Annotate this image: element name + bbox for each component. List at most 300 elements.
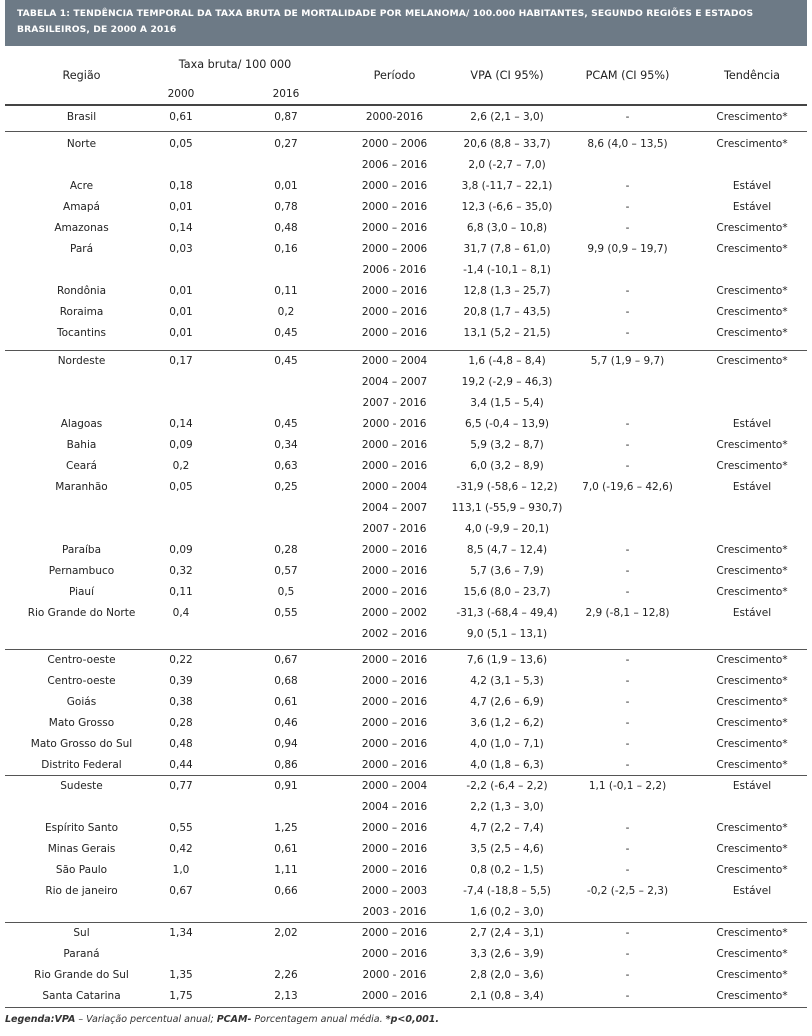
cell-pcam: - [625, 822, 630, 834]
cell-vpa: 9,0 (5,1 – 13,1) [466, 628, 548, 640]
cell-y2016: 0,61 [274, 843, 298, 855]
cell-periodo: 2003 - 2016 [362, 906, 427, 918]
cell-pcam: - [625, 843, 630, 855]
cell-pcam: 8,6 (4,0 – 13,5) [587, 138, 668, 150]
cell-tendencia: Crescimento* [716, 138, 788, 150]
cell-regiao: Rio de janeiro [45, 885, 118, 897]
cell-periodo: 2000 – 2016 [361, 654, 428, 666]
cell-tendencia: Crescimento* [716, 822, 788, 834]
cell-tendencia: Crescimento* [716, 654, 788, 666]
cell-tendencia: Crescimento* [716, 327, 788, 339]
cell-regiao: Bahia [66, 439, 97, 451]
cell-y2000: 0,2 [172, 460, 190, 472]
table-row [5, 692, 807, 713]
table-row [5, 281, 807, 302]
table-row [5, 671, 807, 692]
cell-y2000: 0,03 [169, 243, 193, 255]
table-row [5, 519, 807, 540]
header-vpa: VPA (CI 95%) [470, 69, 544, 82]
cell-pcam: 2,9 (-8,1 – 12,8) [585, 607, 670, 619]
cell-y2016: 0,28 [274, 544, 298, 556]
cell-pcam: - [625, 327, 630, 339]
cell-periodo: 2000 – 2016 [361, 586, 428, 598]
table-row [5, 624, 807, 645]
header-taxa: Taxa bruta/ 100 000 [178, 58, 292, 71]
cell-pcam: - [625, 565, 630, 577]
cell-periodo: 2007 - 2016 [362, 523, 427, 535]
cell-vpa: 4,7 (2,6 – 6,9) [470, 696, 544, 708]
table-row [5, 477, 807, 498]
table-row [5, 414, 807, 435]
cell-y2016: 0,01 [274, 180, 298, 192]
cell-vpa: -31,9 (-58,6 – 12,2) [456, 481, 558, 493]
legend-vpa-abbr: VPA [54, 1014, 76, 1025]
cell-periodo: 2006 - 2016 [362, 264, 427, 276]
table-row [5, 239, 807, 260]
cell-tendencia: Crescimento* [716, 990, 788, 1002]
cell-y2016: 2,02 [274, 927, 298, 939]
cell-regiao: Brasil [66, 111, 97, 123]
cell-y2000: 0,61 [169, 111, 193, 123]
cell-pcam: - [625, 696, 630, 708]
cell-y2016: 0,63 [274, 460, 298, 472]
cell-vpa: 12,3 (-6,6 – 35,0) [461, 201, 553, 213]
cell-vpa: 1,6 (-4,8 – 8,4) [468, 355, 546, 367]
cell-y2000: 1,0 [172, 864, 190, 876]
cell-periodo: 2002 – 2016 [361, 628, 428, 640]
cell-periodo: 2000 – 2016 [361, 990, 428, 1002]
table-legend [5, 1014, 439, 1025]
cell-periodo: 2000 – 2016 [361, 544, 428, 556]
cell-y2000: 0,17 [169, 355, 193, 367]
cell-regiao: Paraíba [61, 544, 102, 556]
cell-pcam: - [625, 990, 630, 1002]
table-row [5, 351, 807, 372]
cell-periodo: 2000 – 2002 [361, 607, 428, 619]
cell-y2016: 0,5 [277, 586, 295, 598]
cell-regiao: Pernambuco [48, 565, 115, 577]
cell-vpa: -2,2 (-6,4 – 2,2) [466, 780, 548, 792]
cell-pcam: - [625, 201, 630, 213]
cell-periodo: 2000 – 2003 [361, 885, 428, 897]
cell-vpa: 6,8 (3,0 – 10,8) [466, 222, 548, 234]
cell-y2000: 0,09 [169, 439, 193, 451]
cell-regiao: Rondônia [57, 285, 106, 297]
cell-pcam: - [625, 675, 630, 687]
table-row [5, 818, 807, 839]
table-row [5, 393, 807, 414]
cell-pcam: - [625, 969, 630, 981]
cell-periodo: 2000 – 2016 [361, 201, 428, 213]
cell-y2016: 0,16 [274, 243, 298, 255]
cell-y2000: 0,42 [169, 843, 193, 855]
cell-regiao: Sul [73, 927, 90, 939]
cell-vpa: 4,0 (1,0 – 7,1) [470, 738, 544, 750]
cell-periodo: 2000 – 2016 [361, 285, 428, 297]
table-row [5, 755, 807, 776]
cell-pcam: - [625, 285, 630, 297]
cell-y2000: 0,14 [169, 222, 193, 234]
cell-regiao: Santa Catarina [42, 990, 121, 1002]
cell-periodo: 2000 – 2004 [361, 355, 428, 367]
cell-y2016: 0,34 [274, 439, 298, 451]
header-year-2016: 2016 [272, 88, 300, 100]
cell-periodo: 2000 – 2016 [361, 696, 428, 708]
cell-periodo: 2000 – 2016 [361, 864, 428, 876]
cell-periodo: 2004 – 2007 [361, 502, 428, 514]
cell-vpa: 13,1 (5,2 – 21,5) [463, 327, 551, 339]
legend-pcam-abbr: PCAM- [216, 1014, 252, 1025]
cell-y2016: 0,86 [274, 759, 298, 771]
cell-pcam: - [625, 654, 630, 666]
cell-vpa: 4,7 (2,2 – 7,4) [470, 822, 544, 834]
cell-y2000: 0,11 [169, 586, 193, 598]
cell-y2016: 0,55 [274, 607, 298, 619]
table-row [5, 176, 807, 197]
legend-significance: *p<0,001. [385, 1014, 440, 1025]
cell-vpa: 2,1 (0,8 – 3,4) [470, 990, 544, 1002]
cell-y2000: 0,01 [169, 201, 193, 213]
cell-vpa: 7,6 (1,9 – 13,6) [466, 654, 548, 666]
cell-periodo: 2000 – 2016 [361, 222, 428, 234]
cell-vpa: 3,8 (-11,7 – 22,1) [461, 180, 553, 192]
cell-tendencia: Crescimento* [716, 717, 788, 729]
cell-periodo: 2004 – 2007 [361, 376, 428, 388]
cell-tendencia: Crescimento* [716, 969, 788, 981]
cell-y2016: 0,87 [274, 111, 298, 123]
cell-pcam: - [625, 927, 630, 939]
cell-y2016: 0,2 [277, 306, 295, 318]
cell-tendencia: Crescimento* [716, 285, 788, 297]
cell-pcam: - [625, 439, 630, 451]
cell-pcam: 7,0 (-19,6 – 42,6) [582, 481, 673, 493]
cell-regiao: Tocantins [56, 327, 107, 339]
cell-regiao: São Paulo [55, 864, 108, 876]
cell-pcam: - [625, 111, 630, 123]
cell-vpa: 2,6 (2,1 – 3,0) [470, 111, 544, 123]
cell-y2000: 0,67 [169, 885, 193, 897]
table-bottom-rule [5, 1007, 807, 1008]
cell-y2016: 0,66 [274, 885, 298, 897]
cell-pcam: - [625, 948, 630, 960]
cell-regiao: Minas Gerais [47, 843, 116, 855]
cell-vpa: -1,4 (-10,1 – 8,1) [463, 264, 551, 276]
cell-tendencia: Crescimento* [716, 111, 788, 123]
cell-regiao: Ceará [66, 460, 97, 472]
cell-pcam: - [625, 738, 630, 750]
cell-vpa: 3,6 (1,2 – 6,2) [470, 717, 544, 729]
legend-pcam-text: Porcentagem anual média. [251, 1014, 386, 1025]
table-row [5, 582, 807, 603]
header-periodo: Período [373, 69, 416, 82]
header-regiao: Região [62, 69, 101, 82]
cell-y2016: 0,67 [274, 654, 298, 666]
cell-tendencia: Crescimento* [716, 927, 788, 939]
cell-pcam: - [625, 759, 630, 771]
cell-tendencia: Crescimento* [716, 544, 788, 556]
table-row [5, 197, 807, 218]
cell-y2000: 0,32 [169, 565, 193, 577]
table-caption: TABELA 1: TENDÊNCIA TEMPORAL DA TAXA BRUTA DE MORTALIDADE POR MELANOMA/ 100.000 HABITANTES, SEGUNDO REGIÕES E ESTADOS BRASILEIROS, DE 2000 A 2016 [5, 0, 807, 46]
cell-tendencia: Estável [732, 418, 772, 430]
cell-periodo: 2000 – 2006 [361, 243, 428, 255]
cell-pcam: - [625, 222, 630, 234]
cell-regiao: Maranhão [55, 481, 108, 493]
cell-y2000: 0,14 [169, 418, 193, 430]
cell-vpa: 3,5 (2,5 – 4,6) [470, 843, 544, 855]
cell-vpa: -7,4 (-18,8 – 5,5) [463, 885, 551, 897]
header-pcam: PCAM (CI 95%) [585, 69, 670, 82]
cell-periodo: 2000 – 2006 [361, 138, 428, 150]
cell-tendencia: Crescimento* [716, 439, 788, 451]
cell-y2016: 0,91 [274, 780, 298, 792]
cell-periodo: 2000 – 2016 [361, 927, 428, 939]
table-row [5, 713, 807, 734]
cell-y2016: 0,27 [274, 138, 298, 150]
cell-tendencia: Crescimento* [716, 696, 788, 708]
table-row [5, 155, 807, 176]
cell-regiao: Distrito Federal [41, 759, 122, 771]
cell-tendencia: Crescimento* [716, 355, 788, 367]
cell-periodo: 2000 – 2016 [361, 675, 428, 687]
table-row [5, 986, 807, 1007]
cell-y2000: 0,4 [172, 607, 190, 619]
cell-y2000: 0,55 [169, 822, 193, 834]
cell-tendencia: Crescimento* [716, 565, 788, 577]
table-row [5, 540, 807, 561]
cell-tendencia: Estável [732, 607, 772, 619]
cell-y2016: 2,26 [274, 969, 298, 981]
cell-periodo: 2000 – 2016 [361, 948, 428, 960]
cell-y2000: 0,05 [169, 138, 193, 150]
table-row [5, 260, 807, 281]
cell-regiao: Rio Grande do Norte [27, 607, 136, 619]
cell-tendencia: Crescimento* [716, 243, 788, 255]
cell-vpa: 2,0 (-2,7 – 7,0) [468, 159, 546, 171]
table-row [5, 923, 807, 944]
table-row [5, 881, 807, 902]
table-row [5, 797, 807, 818]
cell-y2000: 0,18 [169, 180, 193, 192]
header-tendencia: Tendência [723, 69, 781, 82]
table-row [5, 323, 807, 344]
table-row [5, 965, 807, 986]
cell-periodo: 2000 – 2016 [361, 460, 428, 472]
cell-y2016: 0,46 [274, 717, 298, 729]
cell-y2000: 0,77 [169, 780, 193, 792]
cell-periodo: 2000 – 2016 [361, 327, 428, 339]
cell-tendencia: Crescimento* [716, 586, 788, 598]
cell-y2016: 1,11 [274, 864, 298, 876]
cell-tendencia: Crescimento* [716, 864, 788, 876]
cell-pcam: - [625, 418, 630, 430]
cell-y2016: 0,45 [274, 327, 298, 339]
cell-y2016: 0,78 [274, 201, 298, 213]
cell-vpa: 4,2 (3,1 – 5,3) [470, 675, 544, 687]
cell-periodo: 2000 – 2016 [361, 738, 428, 750]
cell-tendencia: Crescimento* [716, 306, 788, 318]
cell-tendencia: Crescimento* [716, 222, 788, 234]
cell-y2000: 1,75 [169, 990, 193, 1002]
cell-vpa: 5,7 (3,6 – 7,9) [470, 565, 544, 577]
cell-pcam: - [625, 586, 630, 598]
legend-label: Legenda: [5, 1014, 55, 1025]
cell-periodo: 2006 – 2016 [361, 159, 428, 171]
cell-tendencia: Estável [732, 481, 772, 493]
cell-tendencia: Crescimento* [716, 843, 788, 855]
cell-vpa: 4,0 (1,8 – 6,3) [470, 759, 544, 771]
cell-pcam: 1,1 (-0,1 – 2,2) [588, 780, 667, 792]
table-row [5, 561, 807, 582]
cell-pcam: 9,9 (0,9 – 19,7) [587, 243, 668, 255]
cell-vpa: 3,4 (1,5 – 5,4) [470, 397, 544, 409]
table-row [5, 860, 807, 881]
cell-y2016: 0,68 [274, 675, 298, 687]
cell-tendencia: Estável [732, 201, 772, 213]
cell-regiao: Paraná [63, 948, 100, 960]
cell-vpa: 31,7 (7,8 – 61,0) [463, 243, 551, 255]
cell-y2016: 0,94 [274, 738, 298, 750]
cell-periodo: 2000 – 2016 [361, 180, 428, 192]
cell-pcam: 5,7 (1,9 – 9,7) [590, 355, 665, 367]
cell-pcam: - [625, 306, 630, 318]
cell-periodo: 2000 – 2016 [361, 306, 428, 318]
cell-y2016: 0,45 [274, 355, 298, 367]
cell-tendencia: Estável [732, 885, 772, 897]
cell-regiao: Mato Grosso do Sul [30, 738, 133, 750]
cell-y2000: 1,35 [169, 969, 193, 981]
cell-pcam: - [625, 717, 630, 729]
cell-y2000: 0,01 [169, 285, 193, 297]
cell-vpa: 20,8 (1,7 – 43,5) [463, 306, 551, 318]
cell-vpa: 2,8 (2,0 – 3,6) [470, 969, 544, 981]
cell-y2000: 0,38 [169, 696, 193, 708]
table-row [5, 944, 807, 965]
cell-tendencia: Crescimento* [716, 759, 788, 771]
header-year-2000: 2000 [167, 88, 195, 100]
cell-regiao: Alagoas [60, 418, 103, 430]
cell-regiao: Norte [66, 138, 97, 150]
cell-pcam: - [625, 180, 630, 192]
cell-vpa: -31,3 (-68,4 – 49,4) [456, 607, 558, 619]
cell-y2000: 0,44 [169, 759, 193, 771]
cell-y2000: 0,39 [169, 675, 193, 687]
cell-periodo: 2000 – 2016 [361, 717, 428, 729]
cell-periodo: 2000 - 2016 [362, 418, 427, 430]
cell-vpa: 113,1 (-55,9 – 930,7) [451, 502, 563, 514]
cell-pcam: - [625, 544, 630, 556]
cell-y2000: 0,48 [169, 738, 193, 750]
cell-vpa: 6,0 (3,2 – 8,9) [470, 460, 544, 472]
cell-vpa: 20,6 (8,8 – 33,7) [463, 138, 551, 150]
cell-regiao: Sudeste [60, 780, 103, 792]
table-row [5, 902, 807, 923]
cell-regiao: Amapá [63, 201, 100, 213]
cell-y2000: 0,01 [169, 306, 193, 318]
cell-y2016: 0,61 [274, 696, 298, 708]
cell-periodo: 2000-2016 [365, 111, 424, 123]
cell-regiao: Goiás [66, 696, 97, 708]
cell-y2016: 0,11 [274, 285, 298, 297]
cell-tendencia: Crescimento* [716, 738, 788, 750]
cell-pcam: -0,2 (-2,5 – 2,3) [586, 885, 669, 897]
cell-y2000: 0,28 [169, 717, 193, 729]
group-rule-norte [5, 131, 807, 132]
cell-vpa: 4,0 (-9,9 – 20,1) [464, 523, 550, 535]
cell-periodo: 2007 - 2016 [362, 397, 427, 409]
cell-y2016: 2,13 [274, 990, 298, 1002]
cell-y2016: 0,57 [274, 565, 298, 577]
cell-y2000: 0,01 [169, 327, 193, 339]
cell-y2000: 1,34 [169, 927, 193, 939]
cell-y2000: 0,09 [169, 544, 193, 556]
cell-periodo: 2000 – 2016 [361, 822, 428, 834]
cell-pcam: - [625, 864, 630, 876]
cell-vpa: 0,8 (0,2 – 1,5) [470, 864, 544, 876]
legend-vpa-text: – Variação percentual anual; [75, 1014, 217, 1025]
cell-periodo: 2004 – 2016 [361, 801, 428, 813]
cell-vpa: 3,3 (2,6 – 3,9) [470, 948, 544, 960]
cell-vpa: 2,2 (1,3 – 3,0) [470, 801, 544, 813]
cell-regiao: Pará [69, 243, 94, 255]
cell-regiao: Amazonas [54, 222, 109, 234]
cell-periodo: 2000 – 2016 [361, 439, 428, 451]
cell-periodo: 2000 – 2016 [361, 843, 428, 855]
table-row [5, 734, 807, 755]
cell-y2000: 0,22 [169, 654, 193, 666]
cell-periodo: 2000 – 2016 [361, 759, 428, 771]
cell-vpa: 2,7 (2,4 – 3,1) [470, 927, 544, 939]
cell-y2016: 0,45 [274, 418, 298, 430]
cell-regiao: Roraima [59, 306, 104, 318]
table-row [5, 776, 807, 797]
cell-regiao: Espírito Santo [44, 822, 119, 834]
cell-regiao: Nordeste [57, 355, 106, 367]
cell-regiao: Piauí [68, 586, 95, 598]
cell-regiao: Centro-oeste [47, 675, 116, 687]
cell-regiao: Centro-oeste [47, 654, 116, 666]
cell-periodo: 2000 – 2016 [361, 565, 428, 577]
cell-periodo: 2000 - 2016 [362, 969, 427, 981]
table-row [5, 372, 807, 393]
cell-regiao: Mato Grosso [48, 717, 115, 729]
cell-periodo: 2000 – 2004 [361, 481, 428, 493]
cell-vpa: 5,9 (3,2 – 8,7) [470, 439, 544, 451]
cell-vpa: 12,8 (1,3 – 25,7) [463, 285, 551, 297]
cell-vpa: 19,2 (-2,9 – 46,3) [461, 376, 553, 388]
table-row [5, 456, 807, 477]
cell-y2000: 0,05 [169, 481, 193, 493]
cell-tendencia: Crescimento* [716, 675, 788, 687]
cell-regiao: Acre [69, 180, 94, 192]
cell-pcam: - [625, 460, 630, 472]
table-row [5, 435, 807, 456]
table-row [5, 650, 807, 671]
cell-regiao: Rio Grande do Sul [34, 969, 129, 981]
cell-vpa: 1,6 (0,2 – 3,0) [470, 906, 544, 918]
table-row [5, 498, 807, 519]
cell-y2016: 0,48 [274, 222, 298, 234]
cell-tendencia: Estável [732, 180, 772, 192]
table-row [5, 302, 807, 323]
cell-periodo: 2000 – 2004 [361, 780, 428, 792]
table-row [5, 218, 807, 239]
table-row [5, 839, 807, 860]
table-row [5, 603, 807, 624]
cell-tendencia: Crescimento* [716, 460, 788, 472]
cell-tendencia: Crescimento* [716, 948, 788, 960]
table-row [5, 107, 807, 128]
